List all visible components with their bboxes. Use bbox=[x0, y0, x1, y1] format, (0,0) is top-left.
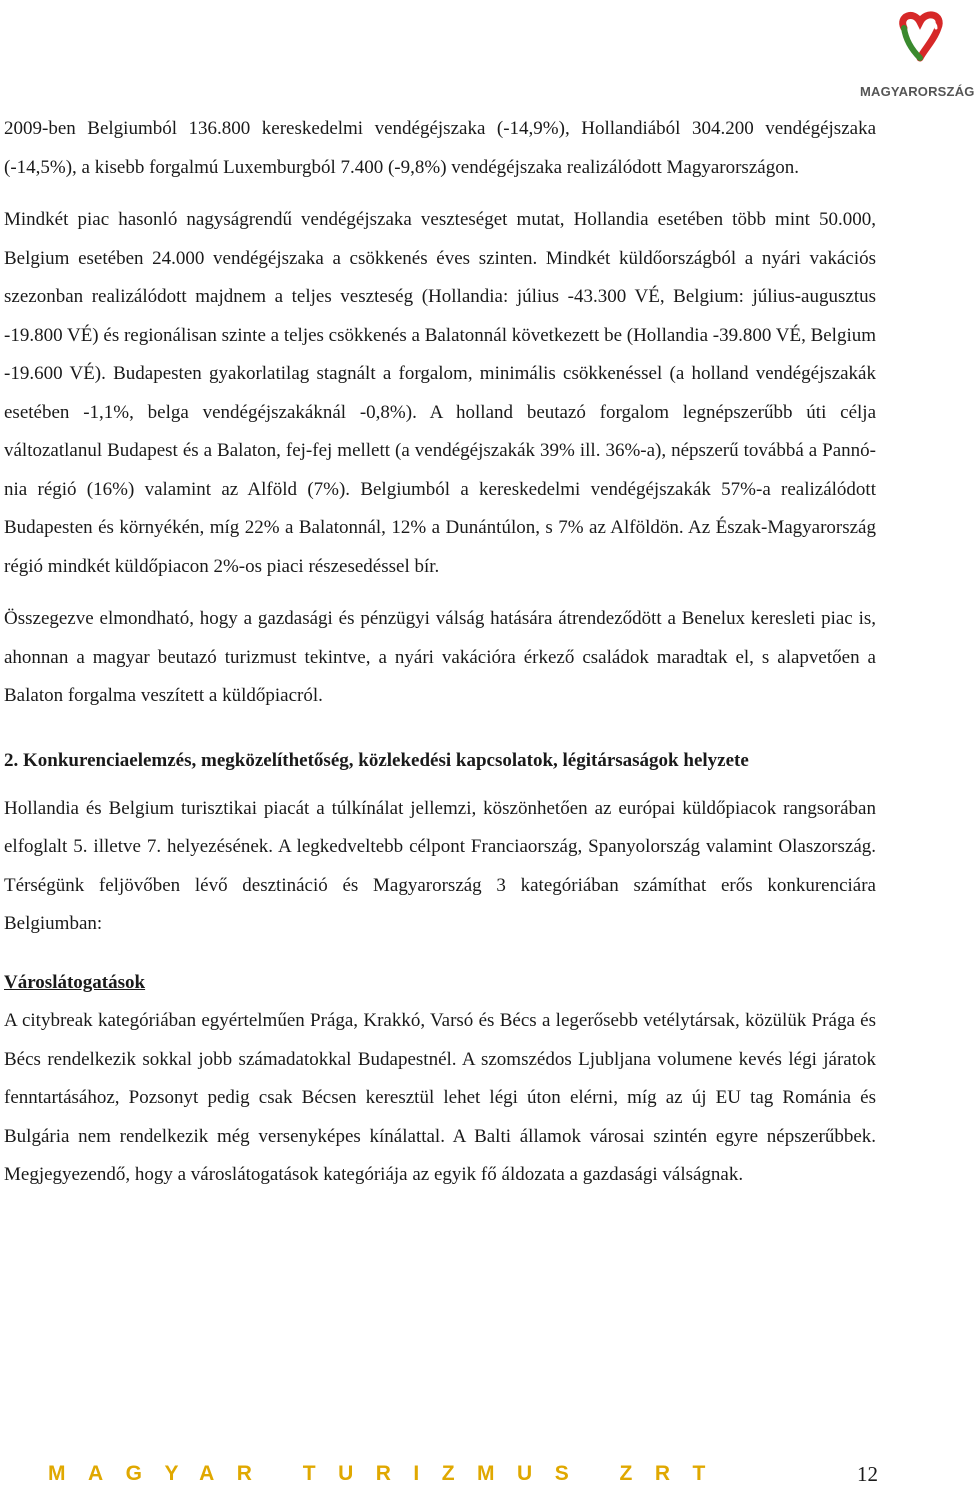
section-heading: 2. Konkurenciaelemzés, megközelíthetőség, közlekedési kapcsolatok, légitársaságok helyzete bbox=[4, 749, 749, 771]
subheading-city-visits: Városlátogatások bbox=[4, 971, 146, 993]
paragraph-citybreak: A citybreak kategóriában egyértelműen Prága, Krakkó, Varsó és Bécs a legerősebb vetélytársak, közülük Prága és Bécs rendelkezik sokkal jobb számadatokkal Budapestnél. A szomszédos Ljubljana volumene kevés légi járatok fenntartásához, Pozsonyt pedig csak Bécsen keresztül lehet légi úton elérni, míg az új EU tag Románia és Bulgária nem rendelkezik még versenyképes kínálattal. A Balti államok városai szintén egyre népszerűbbek. Megjegyezendő, hogy a városlátogatások kategóriája az egyik fő áldozata a gazdasági válságnak. bbox=[4, 1010, 876, 1185]
document-body bbox=[4, 110, 876, 1195]
page-number: 12 bbox=[857, 1462, 878, 1486]
magyarorszag-logo bbox=[860, 6, 975, 99]
page-footer bbox=[0, 1448, 960, 1488]
paragraph-losses: Mindkét piac hasonló nagyságrendű vendégéjszaka veszteséget mutat, Hollandia esetében több mint 50.000, Belgium esetében 24.000 vendégéjszaka a csökkenés éves szinten. Mindkét küldőországból a nyári vakációs szezonban realizálódott majdnem a teljes veszteség (Hollandia: július -43.300 VÉ, Belgium: július-augusztus -19.800 VÉ) és regionálisan szinte a teljes csökkenés a Balatonnál következett be (Hollandia -39.800 VÉ, Belgium -19.600 VÉ). Budapesten gyakorlatilag stagnált a forgalom, minimális csökkenéssel (a holland vendégéjszakák esetében -1,1%, belga vendégéjszakáknál -0,8%). A holland beutazó forgalom legnépszerűbb úti célja változatlanul Budapest és a Balaton, fej-fej mellett (a vendégéjszakák 39% ill. 36%-a), népszerű továbbá a Pannónia régió (16%) valamint az Alföld (7%). Belgiumból a kereskedelmi vendégéjszakák 57%-a realizálódott Budapesten és környékén, míg 22% a Balatonnál, 12% a Dunántúlon, s 7% az Alföldön. Az Észak-Magyarország régió mindkét küldőpiacon 2%-os piaci részesedéssel bír. bbox=[4, 209, 877, 577]
footer-company-name: MAGYAR TURIZMUS ZRT bbox=[48, 1462, 728, 1485]
heart-logo-icon bbox=[890, 6, 950, 66]
paragraph-summary: Összegezve elmondható, hogy a gazdasági és pénzügyi válság hatására átrendeződött a Benelux keresleti piac is, ahonnan a magyar beutazó turizmust tekintve, a nyári vakációra érkező családok maradtak el, s alapvetően a Balaton forgalma veszített a küldőpiacról. bbox=[4, 608, 876, 706]
paragraph-belgium-stats: 2009-ben Belgiumból 136.800 kereskedelmi vendégéjszaka (-14,9%), Hollandiából 304.200 vendégéjszaka (-14,5%), a kisebb forgalmú Luxemburgból 7.400 (-9,8%) vendégéjszaka realizálódott Magyarországon. bbox=[4, 118, 876, 178]
logo-text: MAGYARORSZÁG bbox=[860, 84, 975, 99]
paragraph-competition: Hollandia és Belgium turisztikai piacát a túlkínálat jellemzi, köszönhetően az európai küldőpiacok rangsorában elfoglalt 5. illetve 7. helyezésének. A legkedveltebb célpont Franciaország, Spanyolország valamint Olaszország. Térségünk feljövőben lévő desztináció és Magyarország 3 kategóriában számíthat erős konkurenciára Belgiumban: bbox=[4, 797, 876, 934]
